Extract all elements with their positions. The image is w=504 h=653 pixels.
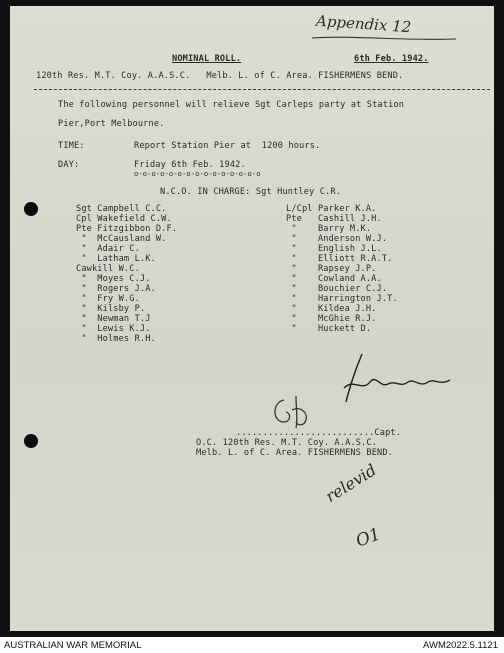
punch-hole — [24, 202, 38, 216]
signature-line: ..........................Capt. — [236, 428, 402, 438]
roster-entry: " Rogers J.A. — [76, 284, 156, 294]
appendix-underline — [310, 34, 460, 42]
footer-accession-number: AWM2022.5.1121 — [423, 640, 498, 651]
time-value: Report Station Pier at 1200 hours. — [134, 141, 321, 151]
roster-entry: " Fry W.G. — [76, 294, 140, 304]
roster-entry: L/Cpl Parker K.A. — [286, 204, 377, 214]
appendix-handwriting: Appendix 12 — [315, 11, 412, 37]
day-label: DAY: — [58, 160, 80, 170]
roster-entry: Pte Cashill J.H. — [286, 214, 382, 224]
roster-entry: " Adair C. — [76, 244, 140, 254]
roster-entry: " Kilsby P. — [76, 304, 146, 314]
roster-entry: " Bouchier C.J. — [286, 284, 388, 294]
signature-location: Melb. L. of C. Area. FISHERMENS BEND. — [196, 448, 393, 458]
document-page — [10, 6, 494, 631]
roster-entry: " Huckett D. — [286, 324, 372, 334]
intro-line-2: Pier,Port Melbourne. — [58, 119, 165, 129]
punch-hole — [24, 434, 38, 448]
document-title: NOMINAL ROLL. — [172, 54, 242, 64]
roster-entry: " English J.L. — [286, 244, 382, 254]
roster-entry: " Barry M.K. — [286, 224, 372, 234]
roster-entry: " Rapsey J.P. — [286, 264, 377, 274]
roster-entry: Cpl Wakefield C.W. — [76, 214, 172, 224]
separator-line: o-o-o-o-o-o-o-o-o-o-o-o-o-o-o — [134, 170, 261, 178]
intro-line-1: The following personnel will relieve Sgt Carleps party at Station — [58, 100, 405, 110]
roster-entry: " Anderson W.J. — [286, 234, 388, 244]
relieved-handwriting-number: O1 — [353, 524, 384, 552]
initials — [266, 392, 326, 432]
document-date: 6th Feb. 1942. — [354, 54, 429, 64]
roster-entry: " Holmes R.H. — [76, 334, 156, 344]
roster-entry: Sgt Campbell C.C. — [76, 204, 167, 214]
footer-bar — [0, 637, 504, 653]
roster-entry: " Kildea J.H. — [286, 304, 377, 314]
day-value: Friday 6th Feb. 1942. — [134, 160, 246, 170]
time-label: TIME: — [58, 141, 85, 151]
footer-institution: AUSTRALIAN WAR MEMORIAL — [4, 640, 142, 651]
roster-entry: " Harrington J.T. — [286, 294, 398, 304]
roster-entry: " Lewis K.J. — [76, 324, 151, 334]
roster-entry: " Moyes C.J. — [76, 274, 151, 284]
roster-entry: " Cowland A.A. — [286, 274, 382, 284]
roster-entry: " Latham L.K. — [76, 254, 156, 264]
relieved-handwriting: relevid — [322, 460, 380, 507]
roster-entry: Cawkill W.C. — [76, 264, 140, 274]
signature — [340, 348, 460, 408]
roster-entry: Pte Fitzgibbon D.F. — [76, 224, 178, 234]
signature-title: O.C. 120th Res. M.T. Coy. A.A.S.C. — [196, 438, 378, 448]
roster-entry: " Elliott R.A.T. — [286, 254, 393, 264]
nco-in-charge: N.C.O. IN CHARGE: Sgt Huntley C.R. — [160, 187, 342, 197]
header-rule — [34, 89, 490, 90]
roster-entry: " Newman T.J — [76, 314, 151, 324]
roster-entry: " McCausland W. — [76, 234, 167, 244]
roster-entry: " McGhie R.J. — [286, 314, 377, 324]
unit-line: 120th Res. M.T. Coy. A.A.S.C. Melb. L. of C. Area. FISHERMENS BEND. — [36, 71, 404, 81]
